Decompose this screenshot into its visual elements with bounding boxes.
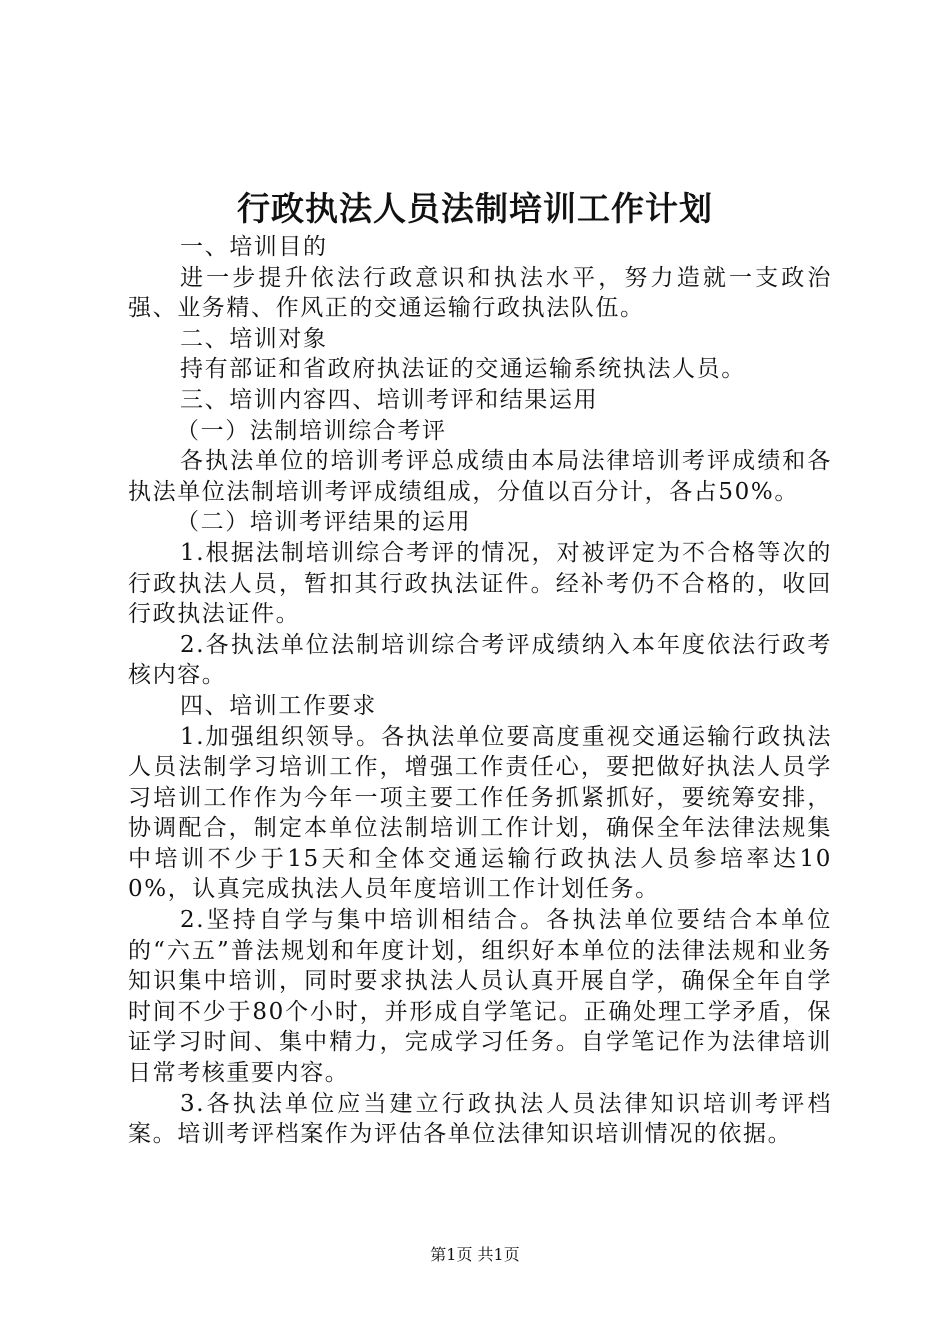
subsection-heading-comprehensive-evaluation: （一）法制培训综合考评 [176, 417, 447, 444]
paragraph-target: 持有部证和省政府执法证的交通运输系统执法人员。 [180, 356, 746, 383]
document-title: 行政执法人员法制培训工作计划 [237, 189, 713, 228]
section-heading-target: 二、培训对象 [180, 325, 328, 352]
paragraph-requirement-1: 1.加强组织领导。各执法单位要高度重视交通运输行政执法人员法制学习培训工作，增强工作责任心，要把做好执法人员学习培训工作作为今年一项主要工作任务抓紧抓好，要统筹安排，协调配合，制定本单位法制培训工作计划，确保全年法律法规集中培训不少于15天和全体交通运输行政执法人员参培率达100%，认真完成执法人员年度培训工作计划任务。 [128, 723, 832, 903]
subsection-heading-result-use: （二）培训考评结果的运用 [176, 509, 472, 536]
section-heading-content-evaluation: 三、培训内容四、培训考评和结果运用 [180, 386, 599, 413]
page-footer: 第1页 共1页 [430, 1245, 520, 1264]
document-body [128, 232, 832, 1150]
paragraph-comprehensive-evaluation: 各执法单位的培训考评总成绩由本局法律培训考评成绩和各执法单位法制培训考评成绩组成，分值以百分计，各占50%。 [128, 448, 832, 505]
paragraph-purpose: 进一步提升依法行政意识和执法水平，努力造就一支政治强、业务精、作风正的交通运输行政执法队伍。 [128, 264, 832, 322]
paragraph-result-use-2: 2.各执法单位法制培训综合考评成绩纳入本年度依法行政考核内容。 [128, 631, 832, 689]
paragraph-requirement-2: 2.坚持自学与集中培训相结合。各执法单位要结合本单位的“六五”普法规划和年度计划，组织好本单位的法律法规和业务知识集中培训，同时要求执法人员认真开展自学，确保全年自学时间不少于80个小时，并形成自学笔记。正确处理工学矛盾，保证学习时间、集中精力，完成学习任务。自学笔记作为法律培训日常考核重要内容。 [128, 907, 832, 1087]
paragraph-requirement-3: 3.各执法单位应当建立行政执法人员法律知识培训考评档案。培训考评档案作为评估各单位法律知识培训情况的依据。 [128, 1090, 832, 1148]
section-heading-purpose: 一、培训目的 [180, 234, 328, 260]
paragraph-result-use-1: 1.根据法制培训综合考评的情况，对被评定为不合格等次的行政执法人员，暂扣其行政执法证件。经补考仍不合格的，收回行政执法证件。 [128, 539, 832, 628]
section-heading-requirements: 四、培训工作要求 [180, 692, 377, 719]
